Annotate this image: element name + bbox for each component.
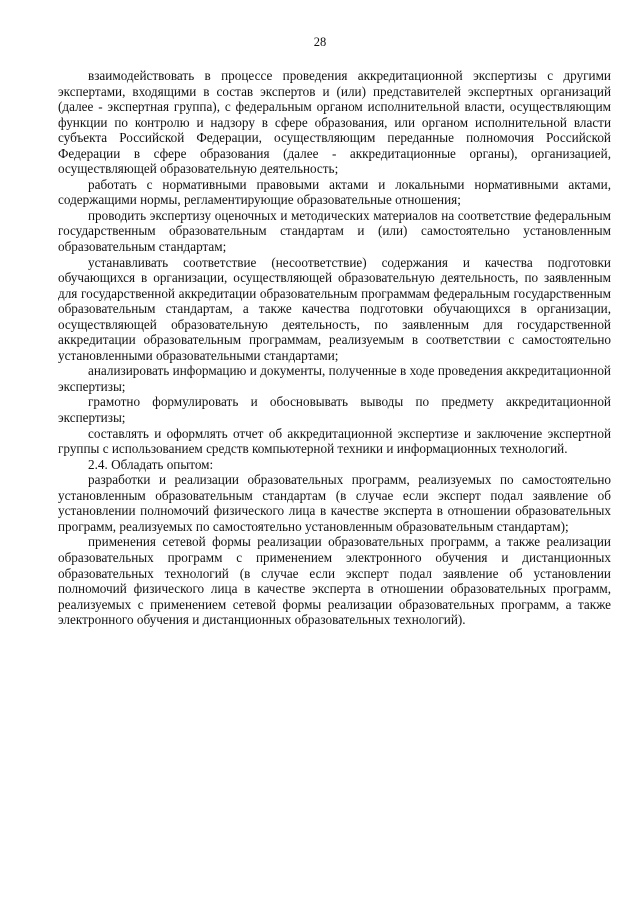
document-body xyxy=(58,68,611,628)
paragraph-network-form: применения сетевой формы реализации образовательных программ, а также реализации образовательных программ с применением электронного обучения и дистанционных образовательных технологий (в случае если эксперт подал заявление об установлении полномочий физического лица в качестве эксперта в отношении образовательных программ, реализуемых с применением сетевой формы реализации образовательных программ, а также электронного обучения и дистанционных образовательных технологий). xyxy=(58,534,611,628)
page-number: 28 xyxy=(313,35,327,49)
paragraph-report: составлять и оформлять отчет об аккредитационной экспертизе и заключение экспертной группы с использованием средств компьютерной техники и информационных технологий. xyxy=(58,425,611,457)
paragraph-interaction: взаимодействовать в процессе проведения аккредитационной экспертизы с другими экспертами, входящими в состав экспертов и (или) представителей экспертных организаций (далее - экспертная группа), с федеральным органом исполнительной власти, осуществляющим функции по контролю и надзору в сфере образования, или органом исполнительной власти субъекта Российской Федерации, осуществляющим переданные полномочия Российской Федерации в сфере образования (далее - аккредитационные органы), организацией, осуществляющей образовательную деятельность; xyxy=(58,68,611,177)
paragraph-legal-acts: работать с нормативными правовыми актами и локальными нормативными актами, содержащими нормы, регламентирующие образовательные отношения; xyxy=(58,176,611,208)
paragraph-program-development: разработки и реализации образовательных программ, реализуемых по самостоятельно установленным образовательным стандартам (в случае если эксперт подал заявление об установлении полномочий физического лица в качестве эксперта в отношении образовательных программ, реализуемых по самостоятельно установленным образовательным стандартам); xyxy=(58,472,611,534)
section-heading: 2.4. Обладать опытом: xyxy=(88,456,214,472)
paragraph-analysis: анализировать информацию и документы, полученные в ходе проведения аккредитационной экспертизы; xyxy=(58,363,611,394)
paragraph-quality-compliance: устанавливать соответствие (несоответствие) содержания и качества подготовки обучающихся в организации, осуществляющей образовательную деятельность, по заявленным для государственной аккредитации образовательным программам федеральным государственным образовательным стандартам, а также качества подготовки обучающихся в организации, осуществляющей образовательную деятельность, по заявленным для государственной аккредитации образовательным программам, реализуемым в соответствии с самостоятельно установленными образовательными стандартами; xyxy=(58,254,611,363)
paragraph-materials-examination: проводить экспертизу оценочных и методических материалов на соответствие федеральным государственным образовательным стандартам и (или) самостоятельно установленным образовательным стандартам; xyxy=(58,207,611,255)
paragraph-conclusions: грамотно формулировать и обосновывать выводы по предмету аккредитационной экспертизы; xyxy=(58,394,611,426)
